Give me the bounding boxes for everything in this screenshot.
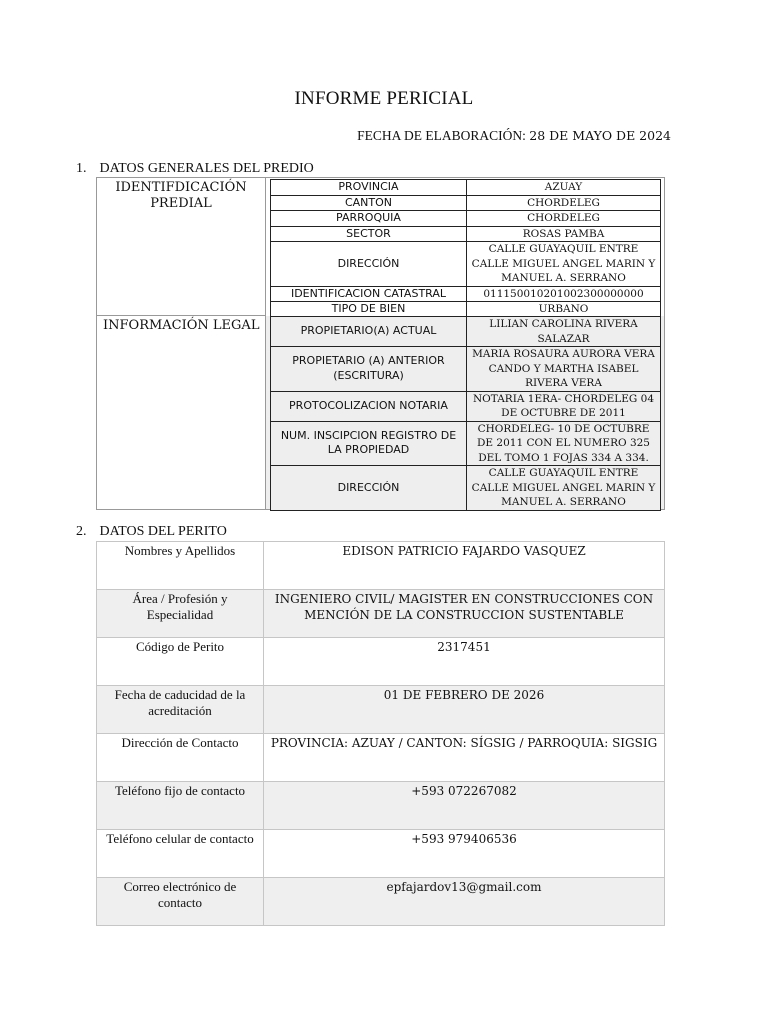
row-value: AZUAY [467, 180, 661, 196]
row-key: Dirección de Contacto [97, 734, 264, 782]
row-key: NUM. INSCIPCION REGISTRO DE LA PROPIEDAD [271, 421, 467, 466]
table-row [97, 734, 665, 782]
row-key: PROTOCOLIZACION NOTARIA [271, 391, 467, 421]
table-row [271, 195, 661, 211]
row-key: CANTON [271, 195, 467, 211]
predio-table [96, 177, 665, 510]
table-row [97, 686, 665, 734]
row-key: Código de Perito [97, 638, 264, 686]
row-key: PROPIETARIO(A) ACTUAL [271, 317, 467, 347]
row-value: epfajardov13@gmail.com [264, 878, 665, 926]
informacion-legal-table [270, 316, 661, 511]
table-row [271, 421, 661, 466]
row-key: PROVINCIA [271, 180, 467, 196]
table-row [271, 242, 661, 287]
row-value: ROSAS PAMBA [467, 226, 661, 242]
document-title: INFORME PERICIAL [294, 88, 474, 109]
identificacion-predial-table [270, 179, 661, 318]
table-row [97, 638, 665, 686]
section1-title: DATOS GENERALES DEL PREDIO [99, 161, 314, 176]
row-value: +593 979406536 [264, 830, 665, 878]
row-key: TIPO DE BIEN [271, 302, 467, 318]
row-key: Teléfono fijo de contacto [97, 782, 264, 830]
table-row [97, 542, 665, 590]
table-row [97, 830, 665, 878]
row-value: 01 DE FEBRERO DE 2026 [264, 686, 665, 734]
row-key: PARROQUIA [271, 211, 467, 227]
table-row [97, 782, 665, 830]
row-key: PROPIETARIO (A) ANTERIOR (ESCRITURA) [271, 347, 467, 392]
group-label-legal: INFORMACIÓN LEGAL [103, 318, 260, 333]
predio-table-divider [265, 178, 266, 509]
row-key: DIRECCIÓN [271, 466, 467, 511]
table-row [271, 302, 661, 318]
section2-number: 2. [76, 524, 87, 539]
row-key: Fecha de caducidad de la acreditación [97, 686, 264, 734]
row-value: EDISON PATRICIO FAJARDO VASQUEZ [264, 542, 665, 590]
section2-heading [76, 524, 227, 540]
row-value: CHORDELEG [467, 211, 661, 227]
row-value: PROVINCIA: AZUAY / CANTON: SÍGSIG / PARROQUIA: SIGSIG [264, 734, 665, 782]
row-key: Área / Profesión y Especialidad [97, 590, 264, 638]
table-row [271, 466, 661, 511]
section2-title: DATOS DEL PERITO [99, 524, 227, 539]
row-value: CALLE GUAYAQUIL ENTRE CALLE MIGUEL ANGEL MARIN Y MANUEL A. SERRANO [467, 466, 661, 511]
section1-heading [76, 161, 314, 177]
table-row [97, 590, 665, 638]
row-value: NOTARIA 1ERA- CHORDELEG 04 DE OCTUBRE DE 2011 [467, 391, 661, 421]
section1-number: 1. [76, 161, 87, 176]
table-row [271, 391, 661, 421]
table-row [97, 878, 665, 926]
row-value: MARIA ROSAURA AURORA VERA CANDO Y MARTHA ISABEL RIVERA VERA [467, 347, 661, 392]
row-key: SECTOR [271, 226, 467, 242]
row-value: CHORDELEG- 10 DE OCTUBRE DE 2011 CON EL NUMERO 325 DEL TOMO 1 FOJAS 334 A 334. [467, 421, 661, 466]
table-row [271, 347, 661, 392]
row-value: 2317451 [264, 638, 665, 686]
row-key: DIRECCIÓN [271, 242, 467, 287]
table-row [271, 226, 661, 242]
fecha-elaboracion [357, 128, 671, 144]
group-label-identificacion: IDENTIFDICACIÓN PREDIAL [115, 180, 247, 211]
table-row [271, 211, 661, 227]
table-row [271, 317, 661, 347]
row-value: INGENIERO CIVIL/ MAGISTER EN CONSTRUCCIONES CON MENCIÓN DE LA CONSTRUCCION SUSTENTABLE [264, 590, 665, 638]
table-row [271, 286, 661, 302]
fecha-label: FECHA DE ELABORACIÓN: [357, 128, 526, 143]
row-value: CALLE GUAYAQUIL ENTRE CALLE MIGUEL ANGEL MARIN Y MANUEL A. SERRANO [467, 242, 661, 287]
perito-table [96, 541, 665, 926]
predio-table-group-divider [97, 315, 265, 316]
row-value: 011150010201002300000000 [467, 286, 661, 302]
row-value: CHORDELEG [467, 195, 661, 211]
row-key: Correo electrónico de contacto [97, 878, 264, 926]
row-value: LILIAN CAROLINA RIVERA SALAZAR [467, 317, 661, 347]
row-key: Nombres y Apellidos [97, 542, 264, 590]
table-row [271, 180, 661, 196]
row-key: IDENTIFICACION CATASTRAL [271, 286, 467, 302]
row-value: URBANO [467, 302, 661, 318]
row-value: +593 072267082 [264, 782, 665, 830]
fecha-value: 28 DE MAYO DE 2024 [529, 128, 671, 143]
row-key: Teléfono celular de contacto [97, 830, 264, 878]
